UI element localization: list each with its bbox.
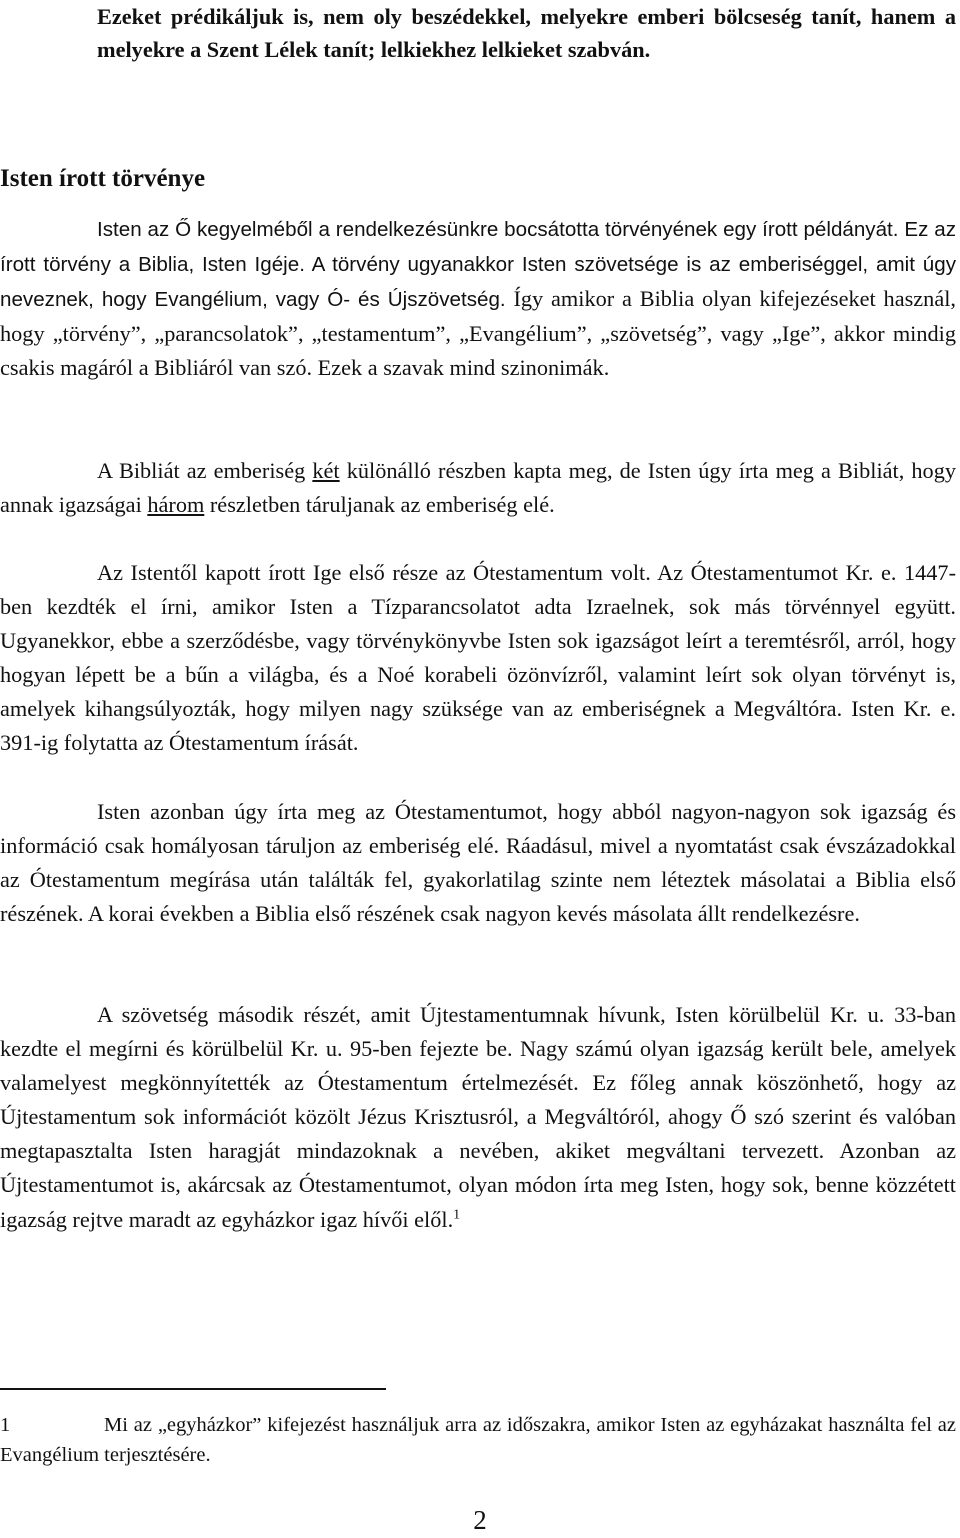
underlined-word-harom: három (147, 492, 205, 518)
paragraph-1 (0, 212, 956, 385)
footnote-reference[interactable]: 1 (453, 1207, 461, 1223)
paragraph-3: Az Istentől kapott írott Ige első része az Ótestamentum volt. Az Ótestamentumot Kr. e. 1447-ben kezdték el írni, amikor Isten a Tízparancsolatot adta Izraelnek, sok más törvénnyel együtt. Ugyanekkor, ebbe a szerződésbe, vagy törvénykönyvbe Isten sok igazságot leírt a teremtésről, arról, hogy hogyan lépett be a bűn a világba, és a Noé korabeli özönvízről, valamint leírt sok olyan törvényt is, amelyek kihangsúlyozták, hogy milyen nagy szüksége van az emberiségnek a Megváltóra. Isten Kr. e. 391-ig folytatta az Ótestamentum írását. (0, 560, 956, 756)
footnote-number: 1 (0, 1414, 11, 1436)
paragraph-1-part-a: Isten az Ő kegyelméből a rendelkezésünkre bocsátotta törvényének egy írott példányát. Ez az írott törvény a Biblia, Isten Igéje. A törvény ugyanakkor Isten szövetsége is az emberiséggel, amit úgy neveznek, hogy Evangélium, vagy Ó- és Újszövetség. (0, 218, 956, 312)
paragraph-2-text-c: részletben táruljanak az emberiség elé. (204, 492, 555, 518)
paragraph-2 (0, 454, 956, 522)
paragraph-5-text: A szövetség második részét, amit Újtestamentumnak hívunk, Isten körülbelül Kr. u. 33-ban kezdte el megírni és körülbelül Kr. u. 95-ben fejezte be. Nagy számú olyan igazság került bele, amelyek valamelyest megkönnyítették az Ótestamentum értelmezését. Ez főleg annak köszönhető, hogy az Újtestamentum sok információt közölt Jézus Krisztusról, a Megváltóról, ahogy Ő szó szerint és valóban megtapasztalta Isten haragját mindazoknak a nevében, akiket megváltani tervezett. Azonban az Újtestamentumot is, akárcsak az Ótestamentumot, olyan módon írta meg Isten, hogy sok, benne közzétett igazság rejtve maradt az egyházkor igaz hívői elől. (0, 1002, 956, 1232)
paragraph-2-text-b: különálló részben kapta meg, de Isten úgy írta meg a Bibliát, hogy annak igazságai (0, 458, 956, 518)
paragraph-5 (0, 998, 956, 1237)
footnote-separator (0, 1388, 386, 1390)
intro-quote: Ezeket prédikáljuk is, nem oly beszédekkel, melyekre emberi bölcseség tanít, hanem a melyekre a Szent Lélek tanít; lelkiekhez lelkieket szabván. (97, 4, 956, 62)
underlined-word-ket: két (312, 458, 340, 483)
section-heading: Isten írott törvénye (0, 165, 206, 192)
paragraph-4: Isten azonban úgy írta meg az Ótestamentumot, hogy abból nagyon-nagyon sok igazság és információ csak homályosan táruljon az emberiség elé. Ráadásul, mivel a nyomtatást csak évszázadokkal az Ótestamentum megírása után találták fel, gyakorlatilag szinte nem léteztek másolatai a Biblia első részének. A korai években a Biblia első részének csak nagyon kevés másolata állt rendelkezésre. (0, 799, 956, 927)
page-number: 2 (473, 1505, 487, 1535)
paragraph-2-text-a: A Bibliát az emberiség (97, 458, 313, 483)
footnote (0, 1410, 956, 1470)
footnote-text: Mi az „egyházkor” kifejezést használjuk arra az időszakra, amikor Isten az egyházakat használta fel az Evangélium terjesztésére. (0, 1414, 956, 1466)
paragraph-1-part-b: Így amikor a Biblia olyan kifejezéseket használ, hogy „törvény”, „parancsolatok”, „testamentum”, „Evangélium”, „szövetség”, vagy „Ige”, akkor mindig csakis magáról a Bibliáról van szó. Ezek a szavak mind szinonimák. (0, 286, 956, 381)
